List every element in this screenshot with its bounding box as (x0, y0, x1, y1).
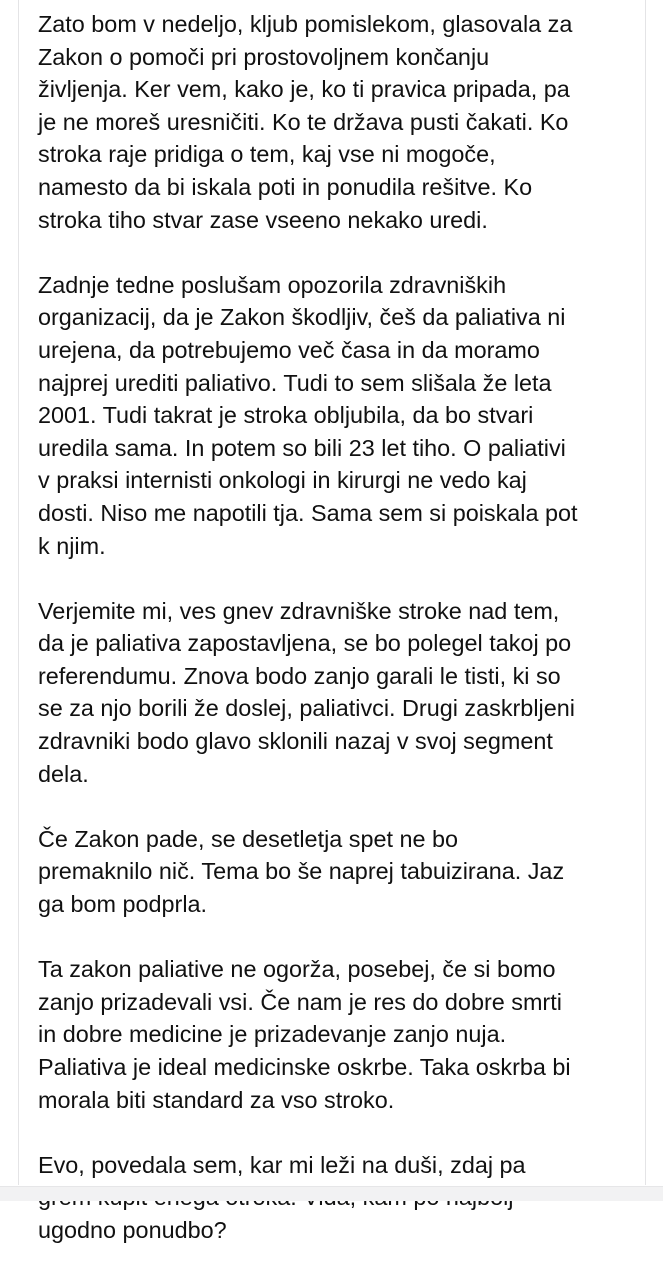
post-body[interactable] (38, 8, 638, 1279)
bottom-toolbar (0, 1186, 663, 1201)
left-divider (18, 0, 19, 1185)
paragraph-4: Če Zakon pade, se desetletja spet ne bo premaknilo nič. Tema bo še naprej tabuizirana. Jaz ga bom podprla. (38, 825, 565, 918)
paragraph-1: Zato bom v nedeljo, kljub pomislekom, glasovala za Zakon o pomoči pri prostovoljnem končanju življenja. Ker vem, kako je, ko ti pravica pripada, pa je ne moreš uresničiti. Ko te država pusti čakati. Ko stroka raje pridiga o tem, kaj vse ni mogoče, namesto da bi iskala poti in ponudila rešitve. Ko stroka tiho stvar zase vseeno nekako uredi. (38, 11, 573, 233)
right-divider (645, 0, 646, 1185)
paragraph-5: Ta zakon paliative ne ogorža, posebej, če si bomo zanjo prizadevali vsi. Če nam je res do dobre smrti in dobre medicine je prizadevanje zanjo nuja. Paliativa je ideal medicinske oskrbe. Taka oskrba bi morala biti standard za vso stroko. (38, 956, 571, 1113)
paragraph-2: Zadnje tedne poslušam opozorila zdravniških organizacij, da je Zakon škodljiv, češ da paliativa ni urejena, da potrebujemo več časa in da moramo najprej urediti paliativo. Tudi to sem slišala že leta 2001. Tudi takrat je stroka obljubila, da bo stvari uredila sama. In potem so bili 23 let tiho. O paliativi v praksi internisti onkologi in kirurgi ne vedo kaj dosti. Niso me napotili tja. Sama sem si poiskala pot k njim. (38, 271, 578, 559)
paragraph-6: Evo, povedala sem, kar mi leži na duši, zdaj pa ugodno ponudbo? (38, 1151, 526, 1243)
paragraph-3: Verjemite mi, ves gnev zdravniške stroke nad tem, da je paliativa zapostavljena, se bo polegel takoj po referendumu. Znova bodo zanjo garali le tisti, ki so se za njo borili že doslej, paliativci. Drugi zaskrbljeni zdravniki bodo glavo sklonili nazaj v svoj segment dela. (38, 597, 575, 787)
